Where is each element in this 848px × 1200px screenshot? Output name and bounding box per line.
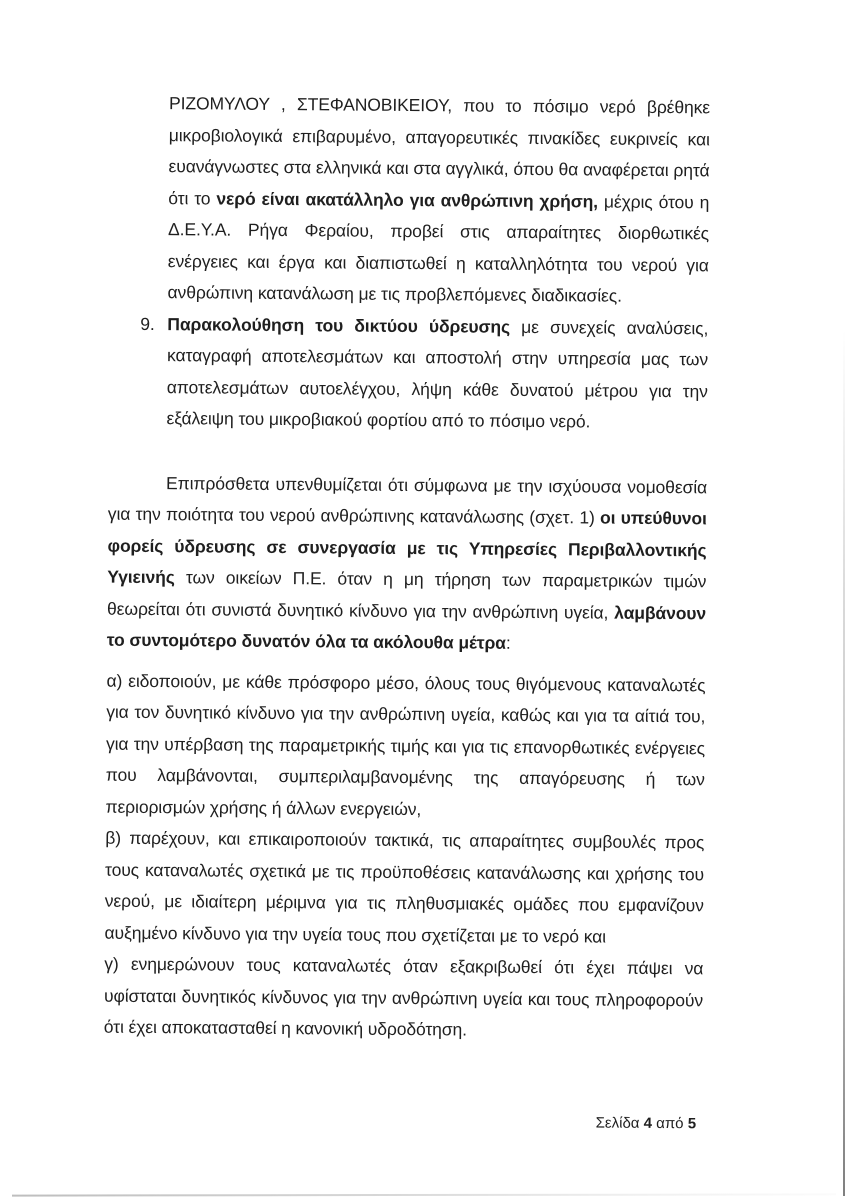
page-body (103, 88, 710, 1158)
scan-artifact-bottom-edge (12, 1193, 836, 1196)
scan-artifact-right-edge (843, 330, 845, 1196)
list-item-8-continuation (109, 88, 710, 313)
list-item-9 (108, 308, 708, 439)
list-item-8-text: ΡΙΖΟΜΥΛΟΥ , ΣΤΕΦΑΝΟΒΙΚΕΙΟΥ, που το πόσιμο νερό βρέθηκε μικροβιολογικά επιβαρυμένο, απαγορευτικές πινακίδες ευκρινείς και ευανάγνωστες στα ελληνικά και στα αγγλικά, όπου θα αναφέρεται ρητά ότι το νερό είναι ακατάλληλο για ανθρώπινη χρήση, μέχρις ότου η Δ.Ε.Υ.Α. Ρήγα Φεραίου, προβεί στις απαραίτητες διορθωτικές ενέργειες και έργα και διαπιστωθεί η καταλληλότητα του νερού για ανθρώπινη κατανάλωση με τις προβλεπόμενες διαδικασίες. (167, 93, 711, 306)
paragraph-measure-b: β) παρέχουν, και επικαιροποιούν τακτικά, τις απαραίτητες συμβουλές προς τους καταναλωτές σχετικά με τις προϋποθέσεις κατανάλωσης και χρήσης του νερού, με ιδιαίτερη μέριμνα για τις πληθυσμιακές ομάδες που εμφανίζουν αυξημένο κίνδυνο για την υγεία τους που σχετίζεται με το νερό και (104, 827, 705, 947)
paragraph-measure-a: α) ειδοποιούν, με κάθε πρόσφορο μέσο, όλους τους θιγόμενους καταναλωτές για τον δυνητικό κίνδυνο για την ανθρώπινη υγεία, καθώς και για τα αίτιά του, για την υπέρβαση της παραμετρικής τιμής και για τις επανορθωτικές ενέργειες που λαμβάνονται, συμπεριλαμβανομένης της απαγόρευσης ή των περιορισμών χρήσης ή άλλων ενεργειών, (105, 670, 706, 819)
list-number-9: 9. (140, 313, 155, 334)
page-number-footer: Σελίδα 4 από 5 (595, 1114, 697, 1133)
paragraph-measure-c: γ) ενημερώνουν τους καταναλωτές όταν εξακριβωθεί ότι έχει πάψει να υφίσταται δυνητικός κίνδυνος για την ανθρώπινη υγεία και τους πληροφορούν ότι έχει αποκατασταθεί η κανονική υδροδότηση. (103, 953, 704, 1040)
list-item-9-text: Παρακολούθηση του δικτύου ύδρευσης με συνεχείς αναλύσεις, καταγραφή αποτελεσμάτων και αποστολή στην υπηρεσία μας των αποτελεσμάτων αυτοελέγχου, λήψη κάθε δυνατού μέτρου για την εξάλειψη του μικροβιακού φορτίου από το πόσιμο νερό. (166, 313, 709, 432)
paragraph-intro: Επιπρόσθετα υπενθυμίζεται ότι σύμφωνα με την ισχύουσα νομοθεσία για την ποιότητα του νερού ανθρώπινης κατανάλωσης (σχετ. 1) οι υπεύθυνοι φορείς ύδρευσης σε συνεργασία με τις Υπηρεσίες Περιβαλλοντικής Υγιεινής των οικείων Π.Ε. όταν η μη τήρηση των παραμετρικών τιμών θεωρείται ότι συνιστά δυνητικό κίνδυνο για την ανθρώπινη υγεία, λαμβάνουν το συντομότερο δυνατόν όλα τα ακόλουθα μέτρα: (106, 472, 708, 653)
